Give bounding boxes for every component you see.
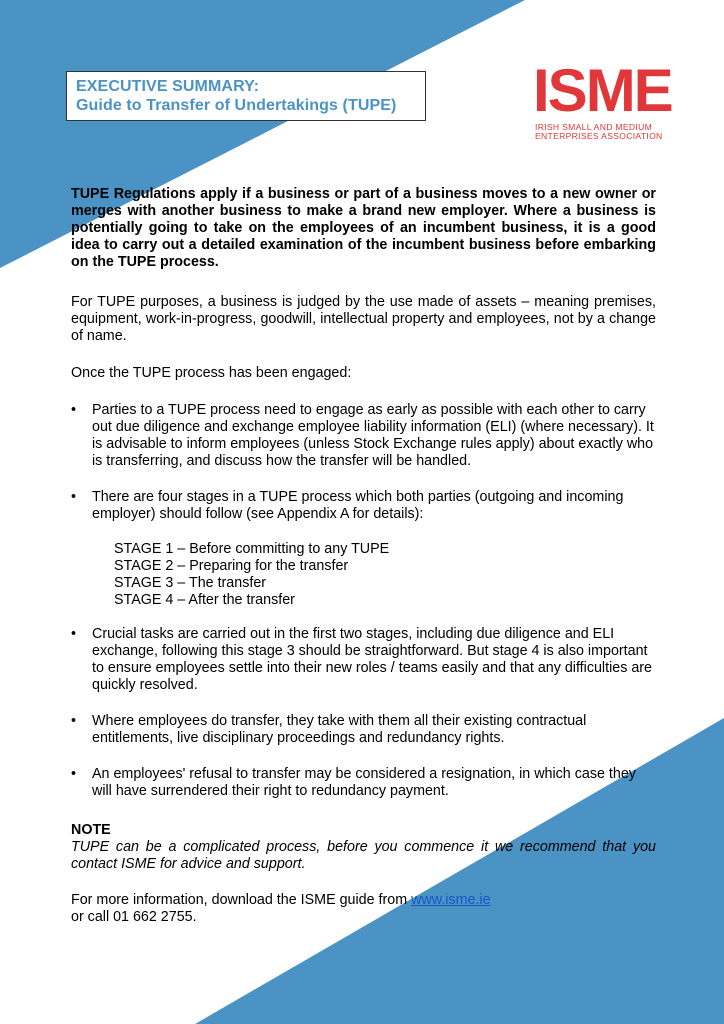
- bullet-text: Parties to a TUPE process need to engage as early as possible with each other to carry out due diligence and exchange employee liability information (ELI) (where necessary). It is advisable to inform employees (unless Stock Exchange rules apply) about exactly who is transferring, and discuss how the transfer will be handled.: [92, 402, 654, 469]
- more-info: [71, 892, 656, 909]
- logo-wordmark: ISME: [533, 57, 672, 124]
- title-line-2: Guide to Transfer of Undertakings (TUPE): [76, 97, 397, 114]
- list-item: [71, 402, 656, 470]
- logo-subtitle-2: ENTERPRISES ASSOCIATION: [535, 131, 663, 141]
- bullet-text: Where employees do transfer, they take with them all their existing contractual entitlements, live disciplinary proceedings and redundancy rights.: [92, 713, 587, 746]
- more-info-prefix: For more information, download the ISME guide from: [71, 892, 412, 908]
- bullet-dot: •: [71, 489, 77, 505]
- list-item: [71, 489, 656, 523]
- list-item: [71, 626, 656, 694]
- note-text: TUPE can be a complicated process, before you commence it we recommend that you contact ISME for advice and support.: [71, 839, 656, 872]
- title-box: [66, 71, 426, 121]
- logo-subtitle-1: IRISH SMALL AND MEDIUM: [535, 122, 653, 132]
- isme-website-link[interactable]: www.isme.ie: [411, 892, 491, 908]
- assets-paragraph: For TUPE purposes, a business is judged by the use made of assets – meaning premises, equipment, work-in-progress, goodwill, intellectual property and employees, not by a change of name.: [71, 294, 656, 344]
- bullet-text: There are four stages in a TUPE process which both parties (outgoing and incoming employer) should follow (see Appendix A for details):: [92, 489, 624, 522]
- list-item: [71, 713, 656, 747]
- bullet-list-continued: [71, 626, 656, 800]
- bullet-dot: •: [71, 766, 77, 782]
- isme-logo: [533, 57, 673, 147]
- note-heading: NOTE: [71, 822, 111, 838]
- bullet-text: Crucial tasks are carried out in the first two stages, including due diligence and ELI exchange, following this stage 3 should be straightforward. But stage 4 is also important to ensure employees settle into their new roles / teams easily and that any difficulties are quickly resolved.: [92, 626, 652, 693]
- stage-item: STAGE 4 – After the transfer: [114, 592, 295, 608]
- title-line-1: EXECUTIVE SUMMARY:: [76, 78, 260, 95]
- bullet-text: An employees' refusal to transfer may be considered a resignation, in which case they will have surrendered their right to redundancy payment.: [92, 766, 636, 799]
- lead-paragraph: TUPE Regulations apply if a business or part of a business moves to a new owner or merges with another business to make a brand new employer. Where a business is potentially going to take on the employees of an incumbent business, it is a good idea to carry out a detailed examination of the incumbent business before embarking on the TUPE process.: [71, 186, 656, 270]
- bullet-dot: •: [71, 402, 77, 418]
- bullet-dot: •: [71, 626, 77, 642]
- stages-list: [71, 541, 656, 609]
- bullet-dot: •: [71, 713, 77, 729]
- stage-item: STAGE 3 – The transfer: [114, 575, 267, 591]
- stage-item: STAGE 2 – Preparing for the transfer: [114, 558, 349, 574]
- bullet-list: [71, 402, 656, 523]
- stage-item: STAGE 1 – Before committing to any TUPE: [114, 541, 390, 557]
- document-body: [71, 186, 656, 926]
- list-item: [71, 766, 656, 800]
- intro-list-paragraph: Once the TUPE process has been engaged:: [71, 365, 352, 381]
- more-info-phone: or call 01 662 2755.: [71, 909, 197, 925]
